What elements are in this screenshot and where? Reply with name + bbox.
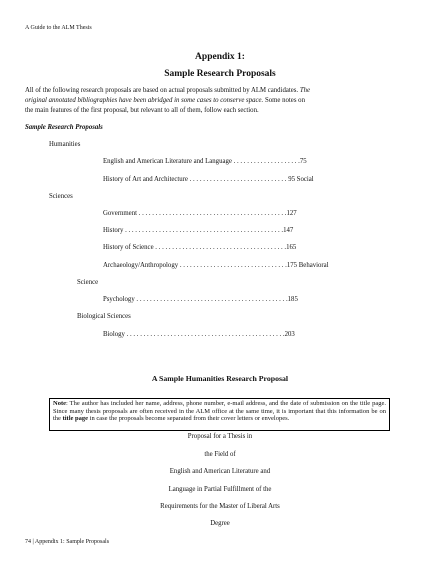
toc-entry-history: History . . . . . . . . . . . . . . . . . . . . . . . . . . . . . . . . . . . . . . . . . . . . . . .147	[103, 227, 294, 234]
toc-category-humanities: Humanities	[49, 141, 81, 148]
toc-category-biological: Biological Sciences	[77, 313, 131, 320]
page-footer: 74 | Appendix 1: Sample Proposals	[25, 539, 110, 545]
toc-entry-english: English and American Literature and Language . . . . . . . . . . . . . . . . . . . .75	[103, 158, 307, 165]
note-label: Note	[53, 400, 66, 407]
intro-line1: All of the following research proposals are based on actual proposals submitted by ALM candidates.	[25, 87, 299, 94]
intro-line2-rest: Some notes on	[264, 97, 305, 104]
intro-paragraph	[25, 86, 417, 116]
humanities-proposal-title: A Sample Humanities Research Proposal	[151, 374, 289, 383]
note-line3a: the ALM office at the same time, it is important that this information be on the	[53, 407, 386, 422]
title-page-line-1: Proposal for a Thesis in	[187, 433, 253, 440]
toc-entry-biology: Biology . . . . . . . . . . . . . . . . . . . . . . . . . . . . . . . . . . . . . . . . . . . . . . .203	[103, 331, 295, 338]
appendix-title: Appendix 1:	[195, 52, 245, 62]
toc-entry-art: History of Art and Architecture . . . . . . . . . . . . . . . . . . . . . . . . . . . . . 95 Social	[103, 176, 314, 183]
running-head: A Guide to the ALM Thesis	[25, 25, 92, 31]
note-line2: date of submission on the title page. Since many thesis proposals are often received in	[53, 400, 386, 415]
title-page-line-4: Language in Partial Fulfillment of the	[168, 486, 272, 493]
note-line1: : The author has included her name, address, phone number, e-mail address, and the	[66, 400, 289, 407]
toc-entry-psychology: Psychology . . . . . . . . . . . . . . . . . . . . . . . . . . . . . . . . . . . . . . . . . . . . .185	[103, 296, 298, 303]
intro-line3: the main features of the first proposal, but relevant to all of them, follow each section.	[25, 107, 259, 114]
toc-entry-government: Government . . . . . . . . . . . . . . . . . . . . . . . . . . . . . . . . . . . . . . . . . . . .127	[103, 210, 297, 217]
toc-entry-history-science: History of Science . . . . . . . . . . . . . . . . . . . . . . . . . . . . . . . . . . . . . . .165	[103, 244, 297, 251]
title-page-line-3: English and American Literature and	[169, 468, 271, 475]
toc-entry-archaeology: Archaeology/Anthropology . . . . . . . . . . . . . . . . . . . . . . . . . . . . . . . .175 Behavioral	[103, 262, 329, 269]
title-page-line-2: the Field of	[204, 451, 236, 458]
title-page-line-5: Requirements for the Master of Liberal Arts	[160, 503, 280, 510]
toc-category-science: Science	[77, 279, 99, 286]
note-box	[49, 398, 390, 431]
title-page-line-6: Degree	[210, 520, 230, 527]
intro-line2-italic: original annotated bibliographies have been abridged in some cases to conserve space.	[25, 97, 264, 104]
note-title-page: title page	[62, 415, 89, 422]
section-label: Sample Research Proposals	[25, 124, 103, 131]
toc-category-sciences: Sciences	[49, 193, 73, 200]
note-line4: in case the proposals become separated from their cover letters or envelopes.	[89, 415, 290, 422]
intro-line1-italic: The	[299, 87, 311, 94]
appendix-subtitle: Sample Research Proposals	[164, 69, 276, 79]
